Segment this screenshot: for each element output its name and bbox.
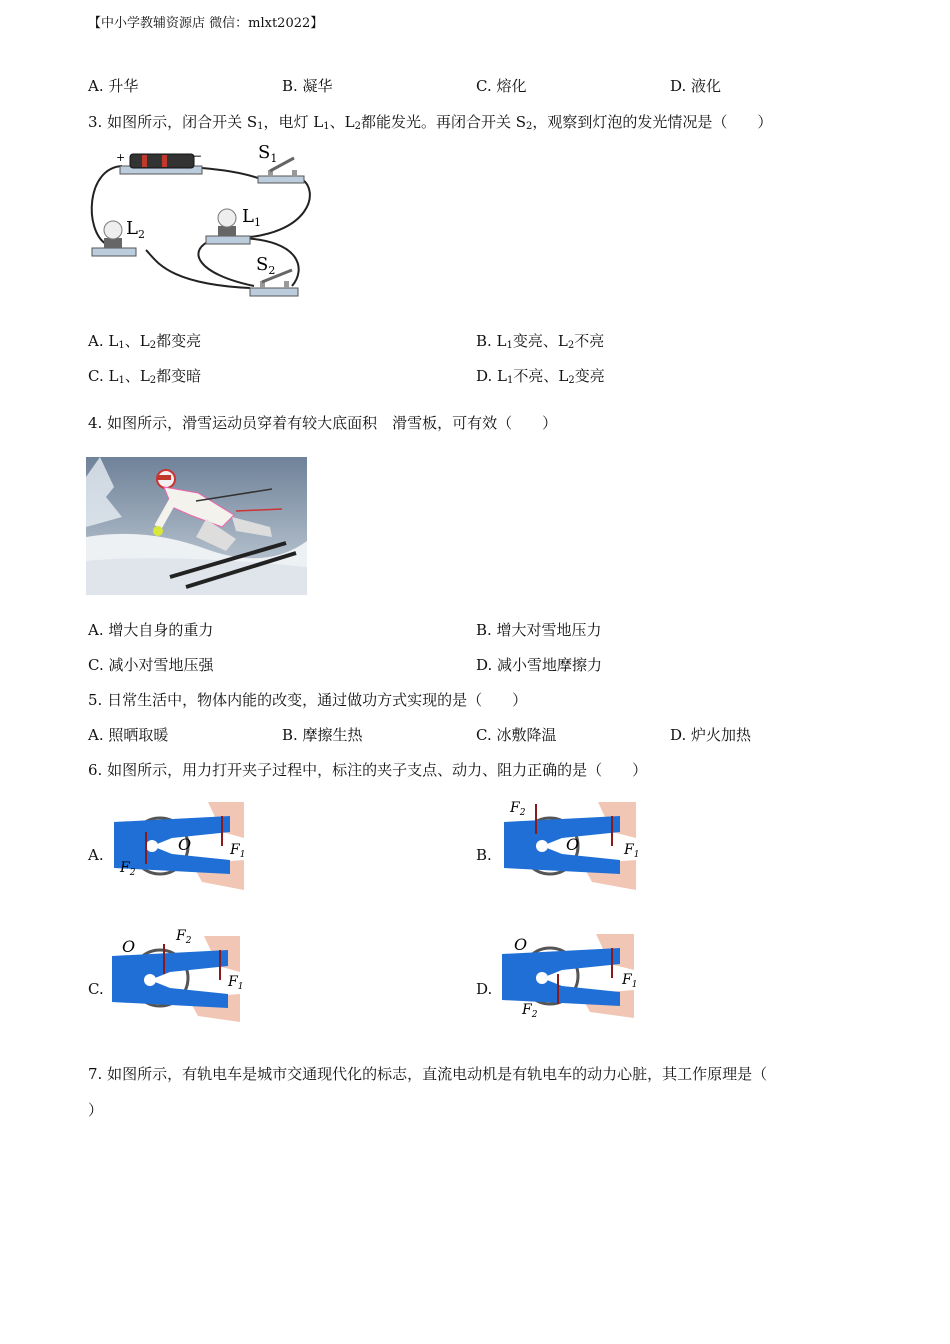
svg-text:F2: $F_2$ [120, 860, 136, 878]
q3-option-a[interactable]: A. $L_1$、$L_2$都变亮 [88, 332, 202, 351]
svg-text:O: O [178, 835, 192, 854]
q4-option-d[interactable]: D. 减小雪地摩擦力 [476, 656, 603, 674]
q5-option-a[interactable]: A. 照晒取暖 [88, 726, 169, 744]
q6-option-c-label[interactable]: C. [88, 980, 104, 998]
svg-text:S1: $S_1$ [258, 142, 278, 165]
q4-stem: 4. 如图所示，滑雪运动员穿着有较大底面积 滑雪板，可有效（ ） [88, 414, 558, 432]
switch-s1-icon [258, 142, 304, 183]
svg-text:F2: $F_2$ [522, 1002, 538, 1020]
q3-option-b[interactable]: B. $L_1$变亮、$L_2$不亮 [476, 332, 605, 351]
q6-option-d-label[interactable]: D. [476, 980, 493, 998]
clip-figure-c[interactable] [110, 924, 244, 1024]
q2-option-a[interactable]: A. 升华 [88, 77, 139, 95]
svg-text:O: O [514, 935, 528, 954]
svg-text:+: + [116, 151, 126, 164]
switch-s2-icon [250, 254, 298, 296]
q3-stem: 3. 如图所示，闭合开关 $S_1$，电灯 $L_1$、$L_2$都能发光。再闭合开关 $S_2$，观察到灯泡的发光情况是（ ） [88, 113, 773, 132]
q3-option-c[interactable]: C. $L_1$、$L_2$都变暗 [88, 367, 202, 386]
svg-text:S2: $S_2$ [256, 254, 276, 277]
q6-option-a-label[interactable]: A. [88, 846, 104, 864]
svg-text:O: O [566, 835, 580, 854]
svg-text:−: − [192, 149, 203, 163]
q5-option-c[interactable]: C. 冰敷降温 [476, 726, 557, 744]
svg-text:L1: $L_1$ [242, 206, 261, 229]
svg-text:O: O [122, 937, 136, 956]
q4-option-a[interactable]: A. 增大自身的重力 [88, 621, 214, 639]
svg-text:F1: $F_1$ [230, 842, 246, 860]
q3-option-d[interactable]: D. $L_1$不亮、$L_2$变亮 [476, 367, 605, 386]
q5-stem: 5. 日常生活中，物体内能的改变，通过做功方式实现的是（ ） [88, 691, 528, 709]
svg-text:F2: $F_2$ [510, 800, 526, 818]
q6-stem: 6. 如图所示，用力打开夹子过程中，标注的夹子支点、动力、阻力正确的是（ ） [88, 761, 648, 779]
svg-text:F1: $F_1$ [228, 974, 244, 992]
q2-option-d[interactable]: D. 液化 [670, 77, 722, 95]
q4-option-c[interactable]: C. 减小对雪地压强 [88, 656, 214, 674]
battery-icon [116, 149, 202, 174]
svg-text:F1: $F_1$ [622, 972, 638, 990]
q2-option-b[interactable]: B. 凝华 [282, 77, 333, 95]
clip-figure-d[interactable] [500, 928, 644, 1020]
q6-option-b-label[interactable]: B. [476, 846, 492, 864]
q3-circuit-figure [86, 140, 316, 302]
q7-stem-line2: ） [88, 1101, 104, 1119]
clip-figure-a[interactable] [112, 802, 248, 894]
q4-option-b[interactable]: B. 增大对雪地压力 [476, 621, 602, 639]
svg-text:L2: $L_2$ [126, 218, 145, 241]
q5-option-b[interactable]: B. 摩擦生热 [282, 726, 363, 744]
skier-photo [86, 457, 307, 595]
q5-option-d[interactable]: D. 炉火加热 [670, 726, 752, 744]
clip-figure-b[interactable] [500, 798, 640, 894]
svg-text:F1: $F_1$ [624, 842, 640, 860]
q2-option-c[interactable]: C. 熔化 [476, 77, 527, 95]
header-text: 【中小学教辅资源店 微信：mlxt2022】 [88, 16, 324, 31]
svg-text:F2: $F_2$ [176, 928, 192, 946]
q7-stem-line1: 7. 如图所示，有轨电车是城市交通现代化的标志，直流电动机是有轨电车的动力心脏，其工作原理是（ [88, 1065, 768, 1083]
